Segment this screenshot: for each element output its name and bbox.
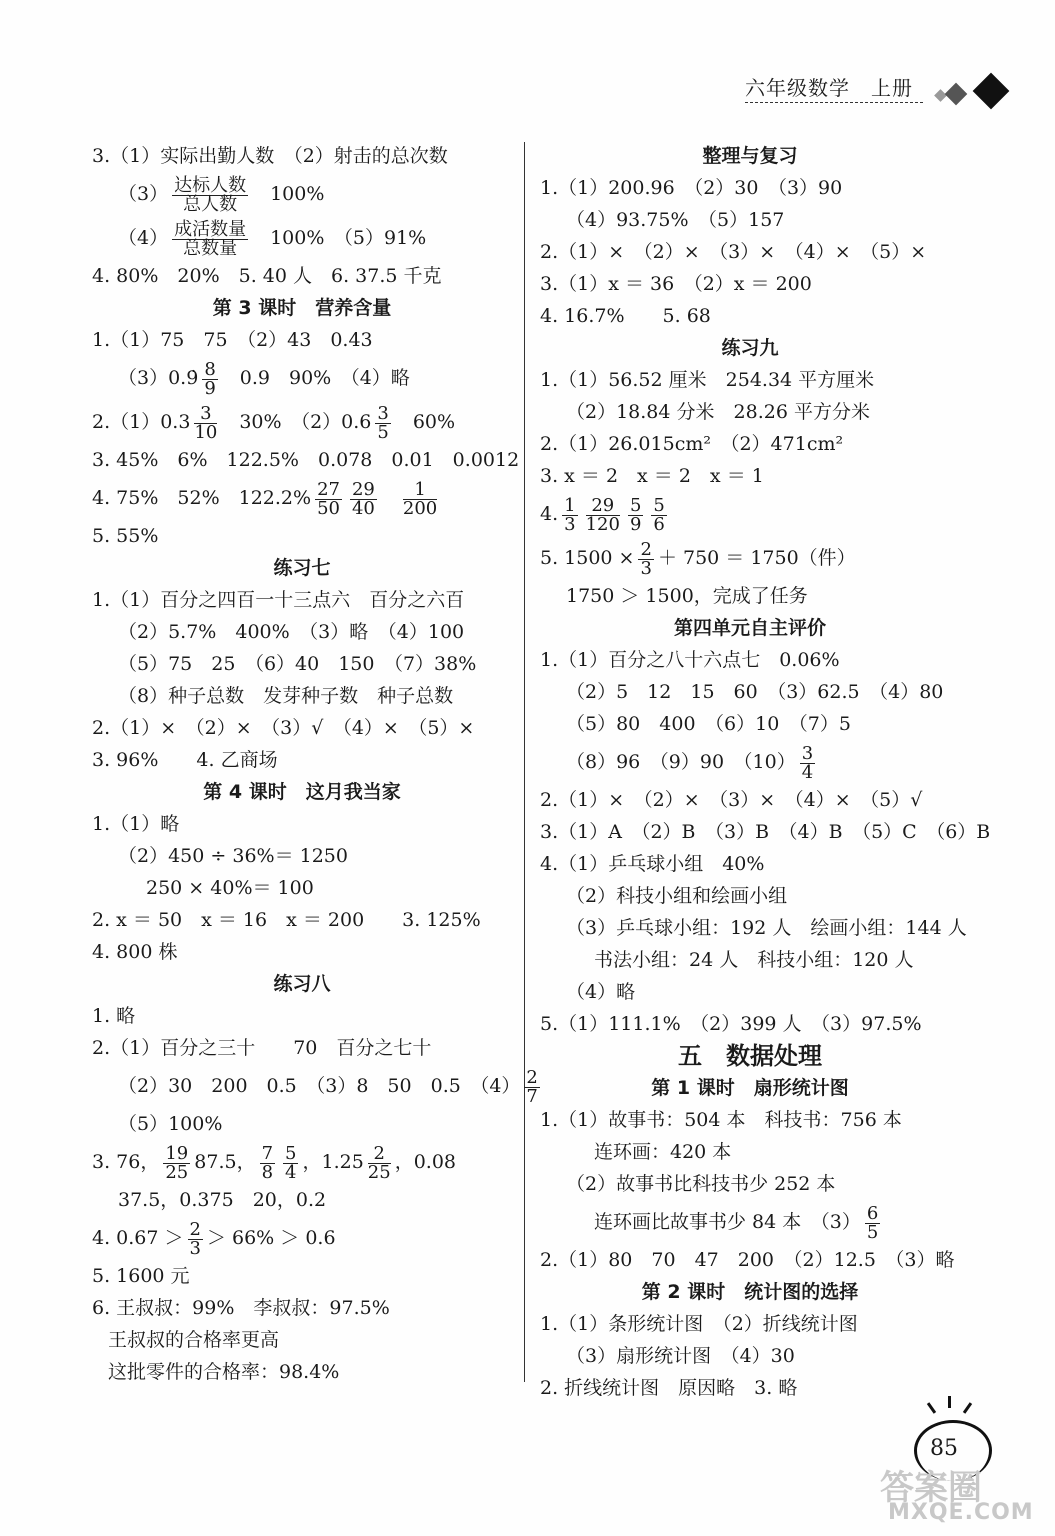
section-heading: 整理与复习 xyxy=(702,145,798,167)
answer-line: （8）种子总数 发芽种子数 种子总数 xyxy=(118,685,454,707)
fraction: $\frac{5}{6}$ xyxy=(653,494,665,535)
large-diamond-icon xyxy=(973,73,1010,110)
answer-line: （2）5 12 15 60 （3）62.5 （4）80 xyxy=(566,681,944,703)
watermark-site: MXQE.COM xyxy=(888,1500,1034,1525)
answer-line: 1.（1）故事书：504 本 科技书：756 本 xyxy=(540,1109,902,1131)
answer-line: 4. 80% 20% 5. 40 人 6. 37.5 千克 xyxy=(92,265,442,287)
answer-line: 1. 略 xyxy=(92,1005,136,1027)
section-heading: 练习八 xyxy=(273,973,331,995)
answer-line: （2）450 ÷ 36%＝ 1250 xyxy=(118,845,348,867)
answer-line: （8）96 （9）90 （10） $\frac{3}{4}$ xyxy=(566,742,814,783)
answer-line: 2. x ＝ 50 x ＝ 16 x ＝ 200 3. 125% xyxy=(92,909,481,931)
fraction: $\frac{29}{40}$ xyxy=(351,478,375,519)
answer-line: 2.（1）80 70 47 200 （2）12.5 （3）略 xyxy=(540,1249,955,1271)
answer-line: （2）18.84 分米 28.26 平方分米 xyxy=(566,401,870,423)
fraction: $\frac{2}{7}$ xyxy=(526,1066,538,1107)
answer-line: 3. x ＝ 2 x ＝ 2 x ＝ 1 xyxy=(540,465,764,487)
answer-line: 2.（1）× （2）× （3）× （4）× （5）√ xyxy=(540,789,923,811)
section-heading: 练习七 xyxy=(273,557,331,579)
answer-line: 4. 16.7% 5. 68 xyxy=(540,305,711,327)
answer-line: 连环画比故事书少 84 本 （3） $\frac{6}{5}$ xyxy=(594,1202,879,1243)
answer-line: 2.（1）× （2）× （3）× （4）× （5）× xyxy=(540,241,927,263)
fraction: $\frac{5}{4}$ xyxy=(285,1142,297,1183)
small-diamond-icon xyxy=(934,89,947,102)
answer-line: 王叔叔的合格率更高 xyxy=(108,1329,280,1351)
answer-line: 3.（1）A （2）B （3）B （4）B （5）C （6）B xyxy=(540,821,991,843)
answer-line: （5）100% xyxy=(118,1113,223,1135)
fraction: $\frac{\text{成活数量}}{\text{总数量}}$ xyxy=(174,218,247,259)
answer-line: （2）30 200 0.5 （3）8 50 0.5 （4） $\frac{2}{7}$ xyxy=(118,1066,538,1107)
answer-line: （4）93.75% （5）157 xyxy=(566,209,785,231)
answer-line: （4）略 xyxy=(566,981,636,1003)
answer-line: 3. 96% 4. 乙商场 xyxy=(92,749,278,771)
answer-line: 1.（1）条形统计图 （2）折线统计图 xyxy=(540,1313,858,1335)
unit-heading: 五 数据处理 xyxy=(678,1042,822,1070)
answer-line: （3）0.9̇ $\frac{8}{9}$ 0.9 90% （4）略 xyxy=(118,358,410,399)
answer-line: 1.（1）75 75 （2）43 0.43 xyxy=(92,329,373,351)
answer-line: 5. 1600 元 xyxy=(92,1265,190,1287)
page-number: 85 xyxy=(930,1436,958,1461)
answer-line: 2.（1）0.3 $\frac{3}{10}$ 30% （2）0.6 $\frac{3}{5}$ 60% xyxy=(92,402,456,443)
answer-line: 4. $\frac{1}{3}$ $\frac{29}{120}$ $\frac{5}{9}$ $\frac{5}{6}$ xyxy=(540,494,665,535)
answer-line: 2.（1）百分之三十 70 百分之七十 xyxy=(92,1037,432,1059)
section-heading: 第 2 课时 统计图的选择 xyxy=(641,1281,859,1303)
answer-line: 书法小组：24 人 科技小组：120 人 xyxy=(594,949,914,971)
answer-line: 1.（1）略 xyxy=(92,813,180,835)
answer-line: 3.（1）实际出勤人数 （2）射击的总次数 xyxy=(92,145,448,167)
answer-line: （5）80 400 （6）10 （7）5 xyxy=(566,713,851,735)
fraction: $\frac{1}{200}$ xyxy=(402,478,438,519)
answer-line: 37.5，0.375 20，0.2 xyxy=(118,1189,327,1211)
answer-line: 1.（1）56.52 厘米 254.34 平方厘米 xyxy=(540,369,875,391)
section-heading: 第 1 课时 扇形统计图 xyxy=(651,1077,849,1099)
fraction: $\frac{29}{120}$ xyxy=(585,494,620,535)
ray-icon xyxy=(963,1402,972,1414)
answer-line: 4.（1）乒乓球小组 40% xyxy=(540,853,765,875)
answer-line: 6. 王叔叔：99% 李叔叔：97.5% xyxy=(92,1297,390,1319)
ray-icon xyxy=(948,1396,951,1408)
fraction: $\frac{27}{50}$ xyxy=(317,478,340,519)
fraction: $\frac{2}{3}$ xyxy=(189,1218,201,1259)
section-heading: 第 3 课时 营养含量 xyxy=(212,297,392,319)
answer-line: 这批零件的合格率：98.4% xyxy=(108,1361,340,1383)
fraction: $\frac{3}{4}$ xyxy=(801,742,814,783)
left-column xyxy=(92,140,538,1388)
answer-line: 2.（1）26.015cm² （2）471cm² xyxy=(540,433,844,455)
answer-line: 250 × 40%＝ 100 xyxy=(146,877,314,899)
book-title: 六年级数学 上册 xyxy=(745,76,913,100)
fraction: $\frac{19}{25}$ xyxy=(165,1142,189,1183)
answer-line: 1.（1）百分之八十六点七 0.06% xyxy=(540,649,840,671)
fraction: $\frac{\text{达标人数}}{\text{总人数}}$ xyxy=(174,174,247,215)
answer-line: （3）扇形统计图 （4）30 xyxy=(566,1345,795,1367)
watermark: 答案圈 xyxy=(880,1468,982,1508)
answer-line: 4. 75% 52% 122.2% $\frac{27}{50}$ $\frac{29}{40}$ $\frac{1}{200}$ xyxy=(92,478,438,519)
fraction: $\frac{1}{3}$ xyxy=(564,494,576,535)
page-header xyxy=(740,72,1040,112)
answer-line: （3）乒乓球小组：192 人 绘画小组：144 人 xyxy=(566,917,967,939)
answer-line: （4） $\frac{\text{成活数量}}{\text{总数量}}$ 100% （5）91% xyxy=(118,218,427,259)
column-divider xyxy=(524,142,525,1382)
answer-line: 连环画：420 本 xyxy=(594,1141,732,1163)
right-column xyxy=(540,140,991,1404)
answer-line: 5. 55% xyxy=(92,525,159,547)
section-heading: 第四单元自主评价 xyxy=(673,617,826,639)
answer-line: （2）故事书比科技书少 252 本 xyxy=(566,1173,836,1195)
answer-line: 3.（1）x ＝ 36 （2）x ＝ 200 xyxy=(540,273,812,295)
answer-line: 3. 76， $\frac{19}{25}$ 87.5， $\frac{7}{8}$ $\frac{5}{4}$ ，1.25 $\frac{2}{25}$ ，0.08 xyxy=(92,1142,457,1183)
answer-line: 2.（1）× （2）× （3）√ （4）× （5）× xyxy=(92,717,475,739)
answer-line: 2. 折线统计图 原因略 3. 略 xyxy=(540,1377,798,1399)
answer-line: （3） $\frac{\text{达标人数}}{\text{总人数}}$ 100% xyxy=(118,174,325,215)
fraction: $\frac{5}{9}$ xyxy=(629,494,642,535)
fraction: $\frac{6}{5}$ xyxy=(866,1202,879,1243)
answer-line: （5）75 25 （6）40 150 （7）38% xyxy=(118,653,477,675)
answer-line: 4. 0.67 ＞ $\frac{2}{3}$ ＞ 66% ＞ 0.6 xyxy=(92,1218,336,1259)
fraction: $\frac{7}{8}$ xyxy=(261,1142,274,1183)
answer-line: （2）科技小组和绘画小组 xyxy=(566,885,788,907)
fraction: $\frac{3}{5}$ xyxy=(377,402,389,443)
fraction: $\frac{3}{10}$ xyxy=(194,402,218,443)
answer-line: 1.（1）200.96 （2）30 （3）90 xyxy=(540,177,843,199)
medium-diamond-icon xyxy=(945,83,968,106)
fraction: $\frac{2}{3}$ xyxy=(640,538,652,579)
answer-line: 3. 45% 6% 122.5% 0.078 0.01 0.0012 xyxy=(92,449,520,471)
answer-line: 5.（1）111.1% （2）399 人 （3）97.5% xyxy=(540,1013,922,1035)
answer-line: 1750 ＞ 1500，完成了任务 xyxy=(566,585,808,607)
section-heading: 第 4 课时 这月我当家 xyxy=(203,781,401,803)
fraction: $\frac{8}{9}$ xyxy=(204,358,216,399)
answer-line: 4. 800 株 xyxy=(92,941,178,963)
answer-line: 1.（1）百分之四百一十三点六 百分之六百 xyxy=(92,589,465,611)
header-rule xyxy=(745,102,923,103)
section-heading: 练习九 xyxy=(721,337,779,359)
answer-line: 5. 1500 × $\frac{2}{3}$ ＋ 750 ＝ 1750（件） xyxy=(540,538,856,579)
fraction: $\frac{2}{25}$ xyxy=(367,1142,391,1183)
answer-line: （2）5.7% 400% （3）略 （4）100 xyxy=(118,621,465,643)
